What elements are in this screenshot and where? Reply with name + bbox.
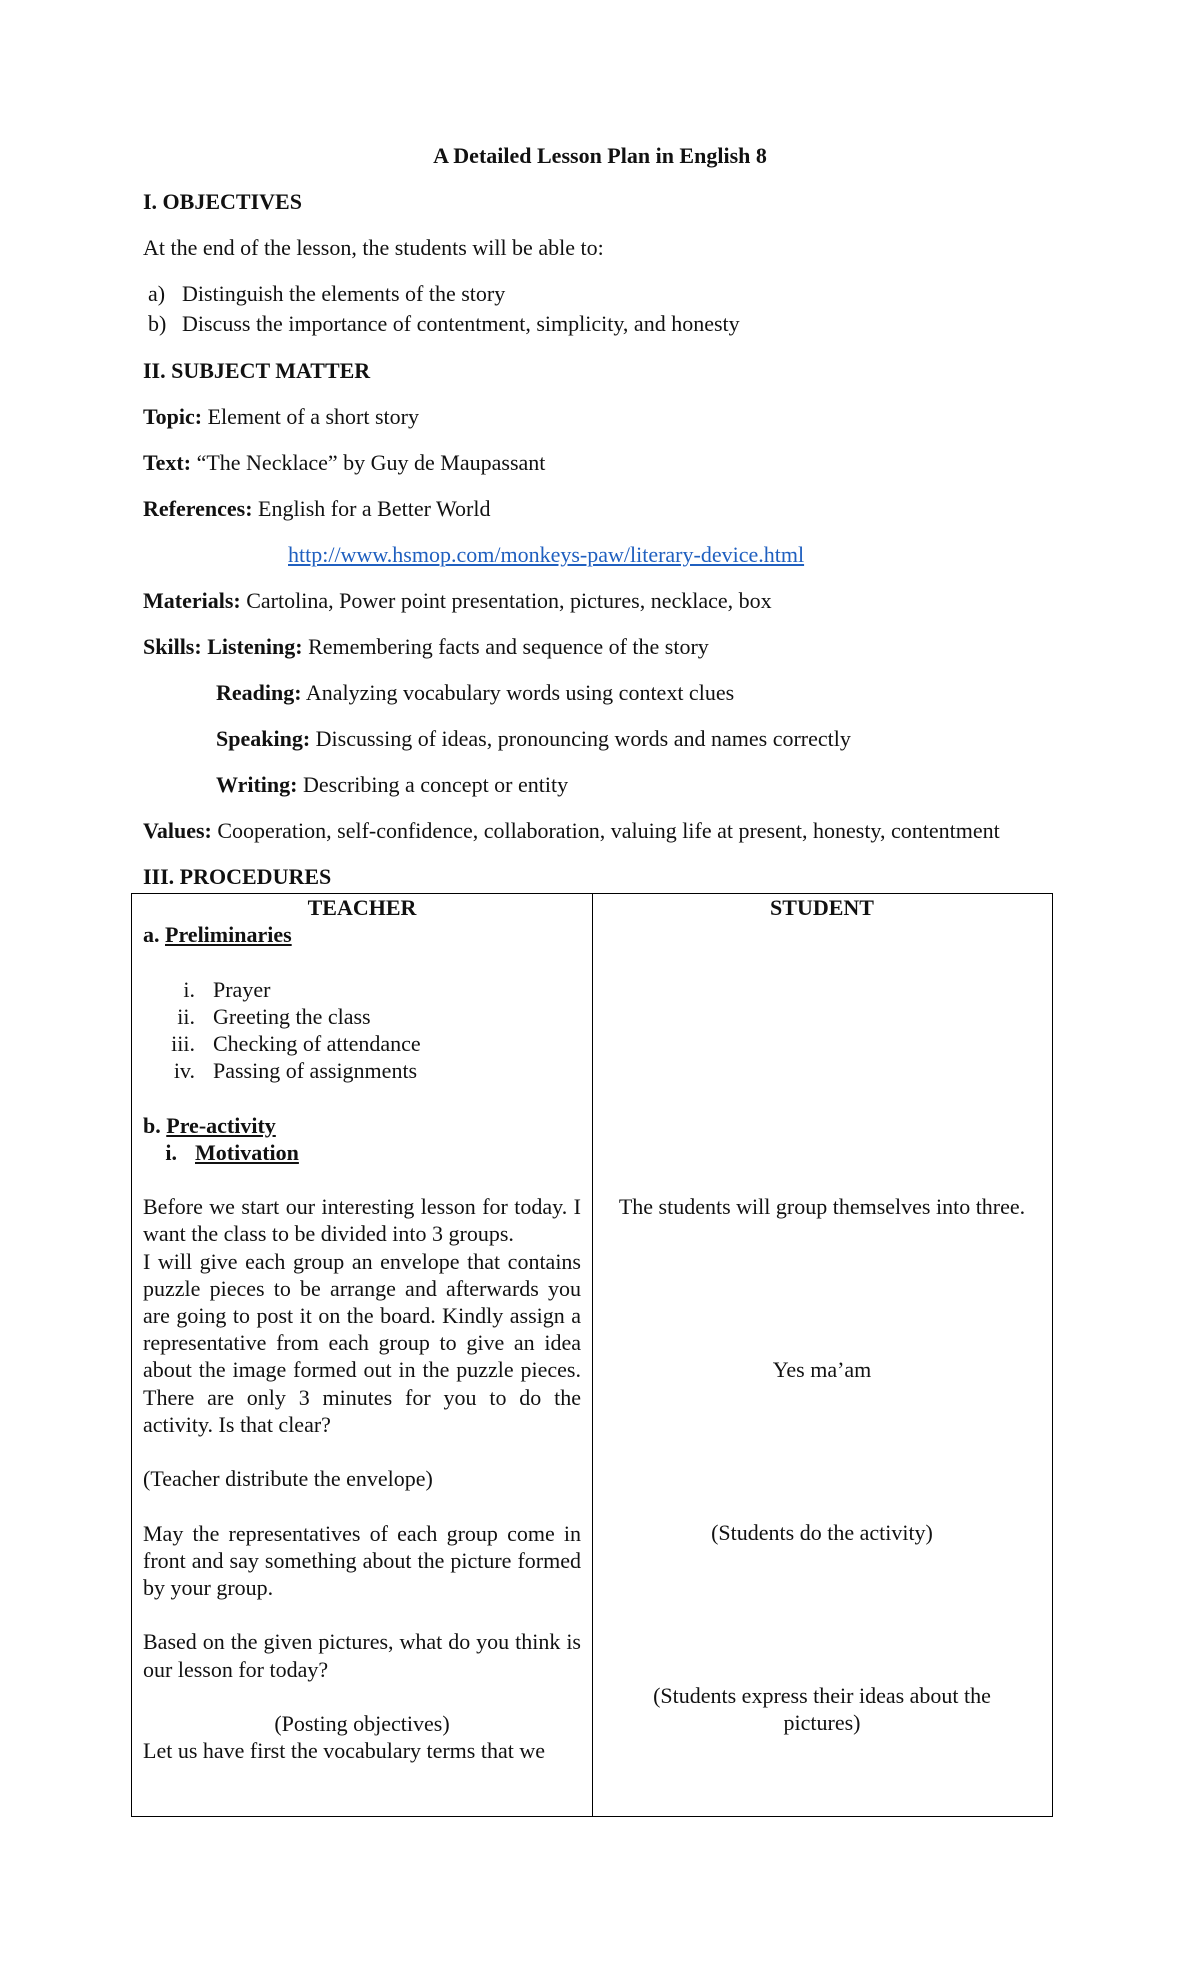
document-title: A Detailed Lesson Plan in English 8 [433, 143, 767, 168]
list-item [143, 1030, 581, 1057]
writing-label: Writing: [216, 772, 298, 797]
objectives-intro: At the end of the lesson, the students will be able to: [143, 235, 604, 260]
values-label: Values: [143, 818, 212, 843]
speaking-label: Speaking: [216, 726, 311, 751]
student-response: (Students do the activity) [711, 1520, 933, 1545]
speaking-value: Discussing of ideas, pronouncing words and names correctly [315, 726, 851, 751]
list-item-number: iv. [173, 1058, 195, 1084]
list-item-number: ii. [177, 1003, 195, 1029]
list-item [143, 1003, 581, 1030]
student-header: STUDENT [770, 895, 874, 920]
objective-item [148, 310, 740, 338]
motivation-heading [143, 1139, 581, 1166]
values-value: Cooperation, self-confidence, collaboration, valuing life at present, honesty, contentment [217, 818, 1000, 843]
writing-line [216, 771, 568, 799]
topic-line [143, 403, 419, 431]
student-column [602, 894, 1042, 1736]
teacher-column [143, 894, 581, 1764]
pre-activity-marker: b. [143, 1112, 161, 1138]
reading-line [216, 679, 734, 707]
listening-value: Remembering facts and sequence of the story [308, 634, 709, 659]
topic-label: Topic: [143, 404, 203, 429]
reading-value: Analyzing vocabulary words using context clues [305, 680, 735, 705]
list-item-text: Prayer [213, 976, 271, 1002]
preliminaries-label: Preliminaries [165, 922, 292, 948]
pre-activity-heading [143, 1112, 581, 1139]
procedures-table [131, 893, 1053, 1817]
skills-line [143, 633, 709, 661]
motivation-label: Motivation [195, 1139, 299, 1165]
references-label: References: [143, 496, 253, 521]
text-line [143, 449, 545, 477]
topic-value: Element of a short story [207, 404, 419, 429]
list-item-text: Greeting the class [213, 1003, 371, 1029]
writing-value: Describing a concept or entity [302, 772, 569, 797]
teacher-paragraph: Let us have first the vocabulary terms that we [143, 1738, 545, 1764]
objective-text: Distinguish the elements of the story [182, 281, 506, 306]
speaking-line [216, 725, 851, 753]
list-item-number: iii. [171, 1031, 195, 1056]
references-line [143, 495, 490, 523]
pre-activity-label: Pre-activity [166, 1112, 276, 1138]
student-response: Yes ma’am [772, 1357, 872, 1382]
materials-label: Materials: [143, 588, 241, 613]
teacher-paragraph: (Posting objectives) [274, 1710, 450, 1736]
list-item-number: i. [183, 976, 195, 1002]
teacher-header: TEACHER [307, 895, 417, 920]
student-response: (Students express their ideas about the pictures) [653, 1683, 991, 1736]
objective-marker: a) [148, 281, 166, 306]
materials-value: Cartolina, Power point presentation, pictures, necklace, box [246, 588, 772, 613]
teacher-paragraph: (Teacher distribute the envelope) [143, 1466, 433, 1492]
list-item-text: Passing of assignments [213, 1058, 418, 1084]
text-label: Text: [143, 450, 192, 475]
objective-item [148, 280, 505, 308]
reference-link[interactable]: http://www.hsmop.com/monkeys-paw/literary-device.html [288, 542, 805, 567]
list-item-text: Checking of attendance [213, 1031, 421, 1056]
objective-text: Discuss the importance of contentment, simplicity, and honesty [182, 311, 740, 336]
table-column-divider [592, 894, 593, 1816]
objective-marker: b) [148, 311, 167, 336]
preliminaries-heading [143, 921, 581, 948]
materials-line [143, 587, 772, 615]
motivation-number: i. [165, 1139, 177, 1165]
teacher-paragraph: May the representatives of each group come in front and say something about the picture formed by your group. [143, 1520, 581, 1600]
text-value: “The Necklace” by Guy de Maupassant [196, 450, 546, 475]
teacher-paragraph: I will give each group an envelope that contains puzzle pieces to be arrange and afterwards you are going to post it on the board. Kindly assign a representative from each group to give an idea about the image formed out in the puzzle pieces. There are only 3 minutes for you to do the activity. Is that clear? [143, 1248, 581, 1437]
subject-matter-heading: II. SUBJECT MATTER [143, 358, 371, 383]
listening-label: Listening: [207, 634, 303, 659]
teacher-paragraph: Before we start our interesting lesson for today. I want the class to be divided into 3 groups. [143, 1194, 581, 1247]
preliminaries-marker: a. [143, 922, 160, 948]
objectives-heading: I. OBJECTIVES [143, 189, 302, 214]
list-item [143, 976, 581, 1003]
student-response: The students will group themselves into three. [618, 1194, 1026, 1219]
list-item [143, 1057, 581, 1084]
references-value: English for a Better World [258, 496, 491, 521]
teacher-paragraph: Based on the given pictures, what do you think is our lesson for today? [143, 1629, 581, 1682]
reference-link-line [288, 541, 804, 569]
reading-label: Reading: [216, 680, 302, 705]
procedures-heading: III. PROCEDURES [143, 864, 332, 889]
skills-label: Skills: [143, 634, 202, 659]
values-line [143, 817, 1000, 845]
